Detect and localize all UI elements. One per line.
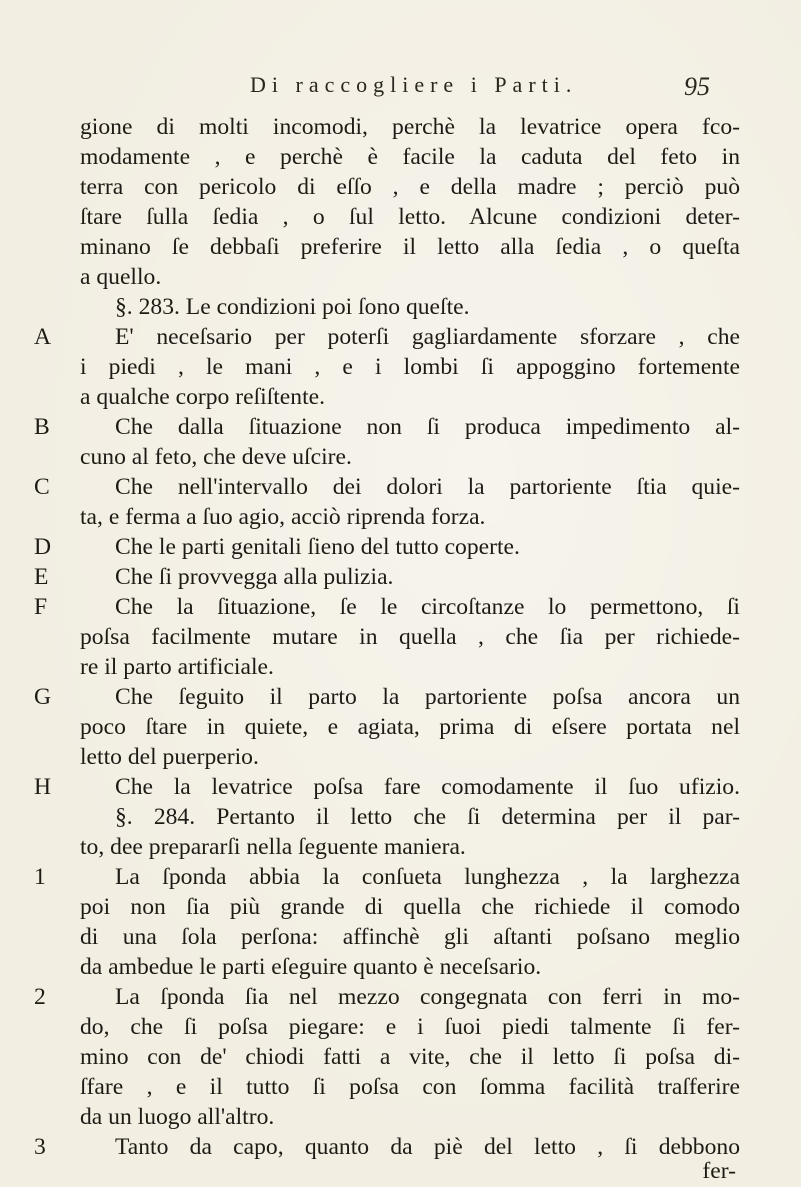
text-line: to, dee prepararſi nella ſeguente maniera. — [80, 834, 466, 860]
margin-letter-e: E — [34, 564, 49, 590]
text-line: Che le parti genitali ſieno del tutto coperte. — [115, 534, 520, 560]
text-line: terra con pericolo di eſſo , e della madre ; perciò può — [80, 174, 740, 200]
margin-number-3: 3 — [34, 1134, 46, 1160]
text-line: Che dalla ſituazione non ſi produca impedimento al- — [115, 414, 740, 440]
text-line: La ſponda abbia la conſueta lunghezza , la larghezza — [115, 864, 740, 890]
margin-letter-f: F — [34, 594, 48, 620]
text-line: poco ſtare in quiete, e agiata, prima di eſsere portata nel — [80, 714, 740, 740]
text-line: i piedi , le mani , e i lombi ſi appoggino fortemente — [80, 354, 740, 380]
margin-letter-b: B — [34, 414, 50, 440]
text-line: ſtare ſulla ſedia , o ſul letto. Alcune condizioni deter- — [80, 204, 740, 230]
margin-letter-g: G — [34, 684, 52, 710]
text-line: Che ſi provvegga alla pulizia. — [115, 564, 394, 590]
text-line: da un luogo all'altro. — [80, 1104, 275, 1130]
catchword: fer- — [702, 1158, 736, 1184]
text-line: mino con de' chiodi fatti a vite, che il letto ſi poſsa di- — [80, 1044, 740, 1070]
margin-number-2: 2 — [34, 984, 46, 1010]
margin-letter-d: D — [34, 534, 52, 560]
text-line: a quello. — [80, 264, 162, 290]
margin-letter-c: C — [34, 474, 50, 500]
text-line: E' neceſsario per poterſi gagliardamente sforzare , che — [115, 324, 740, 350]
text-line: Che nell'intervallo dei dolori la partoriente ſtia quie- — [115, 474, 740, 500]
text-line: minano ſe debbaſi preferire il letto alla ſedia , o queſta — [80, 234, 740, 260]
text-line: re il parto artificiale. — [80, 654, 274, 680]
text-line: da ambedue le parti eſeguire quanto è neceſsario. — [80, 954, 542, 980]
text-line: cuno al feto, che deve uſcire. — [80, 444, 352, 470]
text-line: Tanto da capo, quanto da piè del letto , ſi debbono — [115, 1134, 740, 1160]
text-line: La ſponda ſia nel mezzo congegnata con ferri in mo- — [115, 984, 740, 1010]
text-line: gione di molti incomodi, perchè la levatrice opera fco- — [80, 114, 740, 140]
margin-number-1: 1 — [34, 864, 46, 890]
text-line: di una ſola perſona: affinchè gli aſtanti poſsano meglio — [80, 924, 740, 950]
margin-letter-h: H — [34, 774, 52, 800]
text-line: modamente , e perchè è facile la caduta del feto in — [80, 144, 740, 170]
text-line: do, che ſi poſsa piegare: e i ſuoi piedi talmente ſi fer- — [80, 1014, 740, 1040]
section-heading: §. 284. Pertanto il letto che ſi determina per il par- — [115, 804, 740, 830]
running-header — [250, 72, 710, 108]
text-line: ſfare , e il tutto ſi poſsa con ſomma facilità traſferire — [80, 1074, 740, 1100]
text-line: a qualche corpo reſiſtente. — [80, 384, 325, 410]
margin-letter-a: A — [34, 324, 52, 350]
text-line: Che la ſituazione, ſe le circoſtanze lo permettono, ſi — [115, 594, 740, 620]
text-line: Che ſeguito il parto la partoriente poſsa ancora un — [115, 684, 740, 710]
text-line: poſsa facilmente mutare in quella , che ſia per richiede- — [80, 624, 740, 650]
text-line: letto del puerperio. — [80, 744, 259, 770]
text-line: ta, e ferma a ſuo agio, acciò riprenda forza. — [80, 504, 486, 530]
header-title: Di raccogliere i Parti. — [250, 72, 578, 97]
page-number: 95 — [684, 72, 710, 101]
section-heading: §. 283. Le condizioni poi ſono queſte. — [115, 294, 470, 320]
text-line: Che la levatrice poſsa fare comodamente il ſuo ufizio. — [115, 774, 740, 800]
text-line: poi non ſia più grande di quella che richiede il comodo — [80, 894, 740, 920]
